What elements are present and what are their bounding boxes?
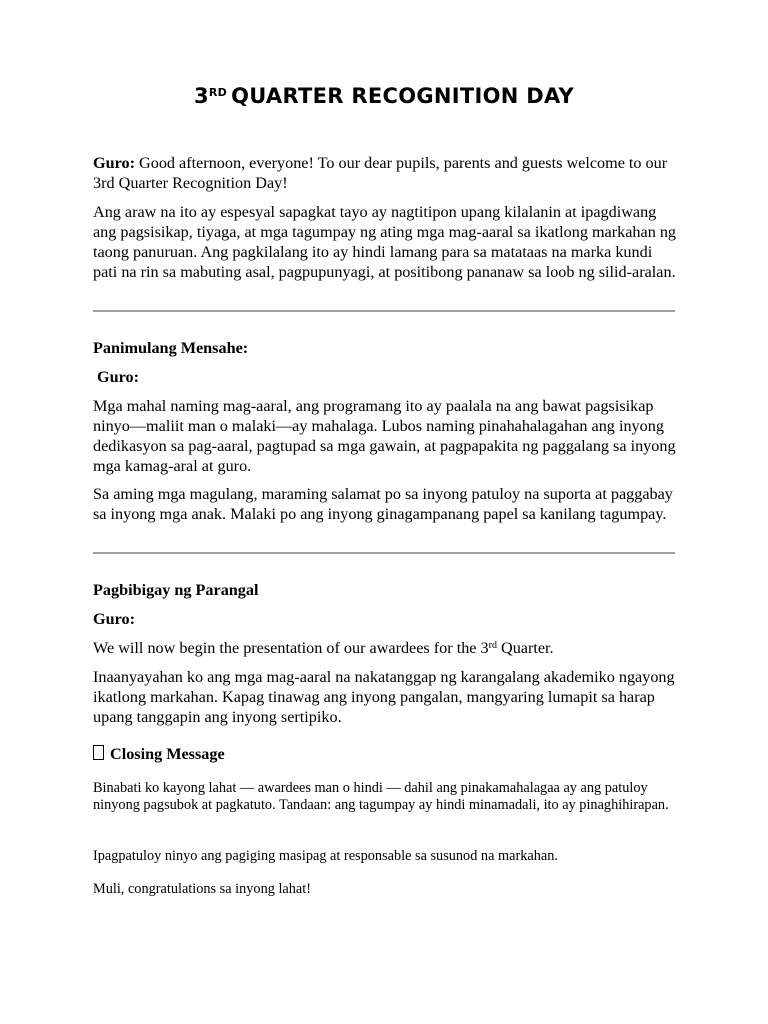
divider: [93, 552, 675, 554]
awards-line: [93, 638, 678, 658]
awards-line-after: Quarter.: [496, 639, 554, 657]
awards-line-sup: rd: [488, 640, 497, 651]
closing-paragraph-3: [93, 881, 678, 898]
awards-paragraph-text: Inaanyayahan ko ang mga mag-aaral na nakatanggap ng karangalang akademiko ngayong ikatlong markahan. Kapag tinawag ang inyong pangalan, mangyaring lumapit sa harap upang tanggapin ang inyong sertipiko.: [93, 668, 675, 726]
awards-paragraph: [93, 667, 678, 727]
opening-paragraph-1: [93, 396, 678, 476]
intro-greeting: [93, 153, 678, 193]
closing-paragraph-2: [93, 848, 678, 865]
title-suffix: RD: [208, 86, 228, 99]
title-number: 3: [193, 84, 209, 108]
awards-speaker-text: Guro:: [93, 610, 135, 628]
closing-paragraph-2-text: Ipagpatuloy ninyo ang pagiging masipag at responsable sa susunod na markahan.: [93, 848, 558, 864]
closing-heading-text: Closing Message: [110, 745, 225, 763]
closing-paragraph-3-text: Muli, congratulations sa inyong lahat!: [93, 881, 311, 897]
divider: [93, 310, 675, 312]
opening-heading-text: Panimulang Mensahe:: [93, 339, 249, 357]
missing-glyph-box-icon: [93, 745, 104, 760]
awards-speaker: [93, 609, 678, 629]
title-text: QUARTER RECOGNITION DAY: [231, 84, 575, 108]
intro-greeting-text: Good afternoon, everyone! To our dear pupils, parents and guests welcome to our 3rd Quarter Recognition Day!: [93, 154, 668, 192]
intro-speaker: Guro:: [93, 154, 135, 172]
closing-paragraph-1: [93, 780, 678, 814]
opening-paragraph-2: [93, 484, 678, 524]
closing-paragraph-1-text: Binabati ko kayong lahat — awardees man o hindi — dahil ang pinakamahalagaa ay ang patuloy ninyong pagsubok at pagkatuto. Tandaan: ang tagumpay ay hindi minamadali, ito ay pinaghihirapan.: [93, 780, 669, 813]
intro-paragraph-text: Ang araw na ito ay espesyal sapagkat tayo ay nagtitipon upang kilalanin at ipagdiwang ang pagsisikap, tiyaga, at mga tagumpay ng ating mga mag-aaral sa ikatlong markahan ng taong panuruan. Ang pagkilalang ito ay hindi lamang para sa matataas na marka kundi pati na rin sa mabuting asal, pagpupunyagi, at positibong pananaw sa loob ng silid-aralan.: [93, 203, 677, 281]
page-title: [0, 84, 768, 108]
awards-line-before: We will now begin the presentation of our awardees for the 3: [93, 639, 489, 657]
opening-paragraph-2-text: Sa aming mga magulang, maraming salamat po sa inyong patuloy na suporta at paggabay sa inyong mga anak. Malaki po ang inyong ginagampanang papel sa kanilang tagumpay.: [93, 485, 673, 523]
intro-paragraph: [93, 202, 678, 282]
awards-heading: [93, 580, 678, 600]
opening-speaker: [97, 367, 682, 387]
opening-speaker-text: Guro:: [97, 368, 139, 386]
closing-heading: [93, 744, 678, 764]
opening-heading: [93, 338, 678, 358]
opening-paragraph-1-text: Mga mahal naming mag-aaral, ang programang ito ay paalala na ang bawat pagsisikap ninyo—maliit man o malaki—ay mahalaga. Lubos naming pinahahalagahan ang inyong dedikasyon sa pag-aaral, pagtupad sa mga gawain, at pagpapakita ng paggalang sa inyong mga kamag-aral at guro.: [93, 397, 676, 475]
awards-heading-text: Pagbibigay ng Parangal: [93, 581, 259, 599]
